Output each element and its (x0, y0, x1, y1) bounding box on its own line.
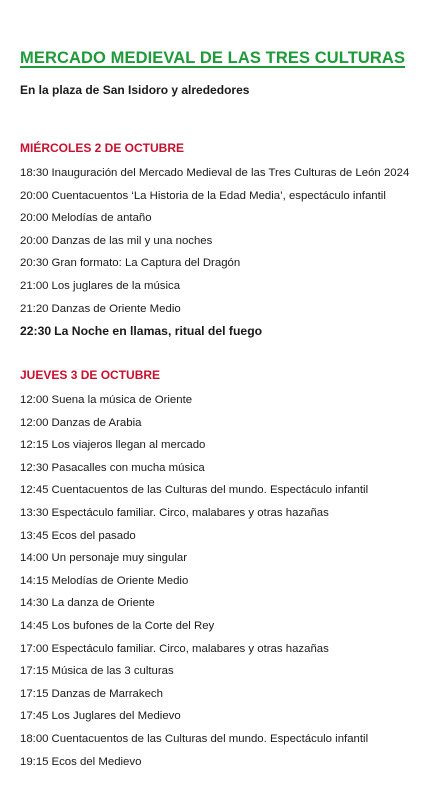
event-item (20, 412, 436, 435)
event-item (20, 683, 436, 706)
event-item (20, 638, 436, 661)
event-time: 18:30 (20, 167, 49, 179)
event-time: 20:30 (20, 257, 49, 270)
event-time: 21:20 (20, 302, 49, 315)
event-description: Pasacalles con mucha música (51, 461, 205, 474)
event-description: Ecos del pasado (51, 529, 136, 542)
event-description: Un personaje muy singular (51, 552, 188, 565)
event-description: Suena la música de Oriente (51, 394, 193, 406)
event-description: Espectáculo familiar. Circo, malabares y otras hazañas (51, 506, 329, 519)
event-item (20, 660, 436, 683)
event-item (20, 615, 436, 638)
event-item (20, 230, 436, 253)
event-item (20, 457, 436, 480)
event-description: Los viajeros llegan al mercado (51, 439, 206, 452)
event-description: Danzas de las mil y una noches (51, 234, 213, 247)
event-time: 14:15 (20, 574, 49, 587)
event-time: 20:00 (20, 189, 49, 202)
event-description: Cuentacuentos ‘La Historia de la Edad Media’, espectáculo infantil (51, 189, 386, 202)
event-description: Danzas de Oriente Medio (51, 302, 181, 315)
event-time: 17:15 (20, 665, 49, 678)
event-item (20, 252, 436, 275)
event-description: La Noche en llamas, ritual del fuego (54, 324, 263, 339)
event-item (20, 547, 436, 570)
event-item (20, 275, 436, 298)
event-description: Espectáculo familiar. Circo, malabares y otras hazañas (51, 642, 329, 655)
event-time: 12:00 (20, 416, 49, 429)
event-time: 14:30 (20, 597, 49, 610)
event-item (20, 434, 436, 457)
event-description: Danzas de Arabia (51, 416, 142, 429)
document-title: MERCADO MEDIEVAL DE LAS TRES CULTURAS (20, 49, 406, 67)
event-description: Ecos del Medievo (51, 755, 142, 768)
event-description: Gran formato: La Captura del Dragón (51, 257, 241, 270)
day-section-thursday (20, 366, 436, 773)
event-time: 14:00 (20, 552, 49, 565)
event-item (20, 728, 436, 751)
event-description: Melodías de antaño (51, 212, 152, 225)
day-section-wednesday (20, 139, 436, 343)
event-item (20, 592, 436, 615)
event-description: Inauguración del Mercado Medieval de las Tres Culturas de León 2024 (51, 167, 410, 179)
event-item (20, 525, 436, 548)
event-time: 19:15 (20, 755, 49, 768)
event-item (20, 207, 436, 230)
event-item-highlight (20, 320, 436, 343)
day-heading: JUEVES 3 DE OCTUBRE (20, 368, 161, 382)
event-description: Cuentacuentos de las Culturas del mundo. Espectáculo infantil (51, 484, 369, 497)
event-time: 12:45 (20, 484, 49, 497)
event-item (20, 570, 436, 593)
event-time: 17:45 (20, 710, 49, 723)
event-time: 13:30 (20, 506, 49, 519)
event-description: Cuentacuentos de las Culturas del mundo. Espectáculo infantil (51, 732, 369, 745)
event-item (20, 751, 436, 774)
event-time: 17:15 (20, 687, 49, 700)
event-time: 12:30 (20, 461, 49, 474)
event-time: 20:00 (20, 212, 49, 225)
event-item (20, 389, 436, 412)
event-description: Los Juglares del Medievo (51, 710, 181, 723)
event-time: 12:15 (20, 439, 49, 452)
event-description: Música de las 3 culturas (51, 665, 174, 678)
event-item (20, 298, 436, 321)
event-time: 14:45 (20, 619, 49, 632)
event-time: 12:00 (20, 394, 49, 406)
event-description: Los bufones de la Corte del Rey (51, 619, 215, 632)
event-item (20, 705, 436, 728)
event-item (20, 185, 436, 208)
event-time: 13:45 (20, 529, 49, 542)
document-subtitle: En la plaza de San Isidoro y alrededores (20, 83, 250, 97)
event-time: 18:00 (20, 732, 49, 745)
event-description: Los juglares de la música (51, 279, 181, 292)
event-description: Melodías de Oriente Medio (51, 574, 189, 587)
event-description: La danza de Oriente (51, 597, 155, 610)
event-time: 21:00 (20, 279, 49, 292)
event-time: 17:00 (20, 642, 49, 655)
event-time: 20:00 (20, 234, 49, 247)
day-heading: MIÉRCOLES 2 DE OCTUBRE (20, 141, 185, 155)
event-item (20, 162, 436, 185)
event-item (20, 479, 436, 502)
event-item (20, 502, 436, 525)
event-description: Danzas de Marrakech (51, 687, 163, 700)
event-time: 22:30 (20, 324, 52, 339)
event-list (20, 389, 436, 773)
event-list (20, 162, 436, 343)
